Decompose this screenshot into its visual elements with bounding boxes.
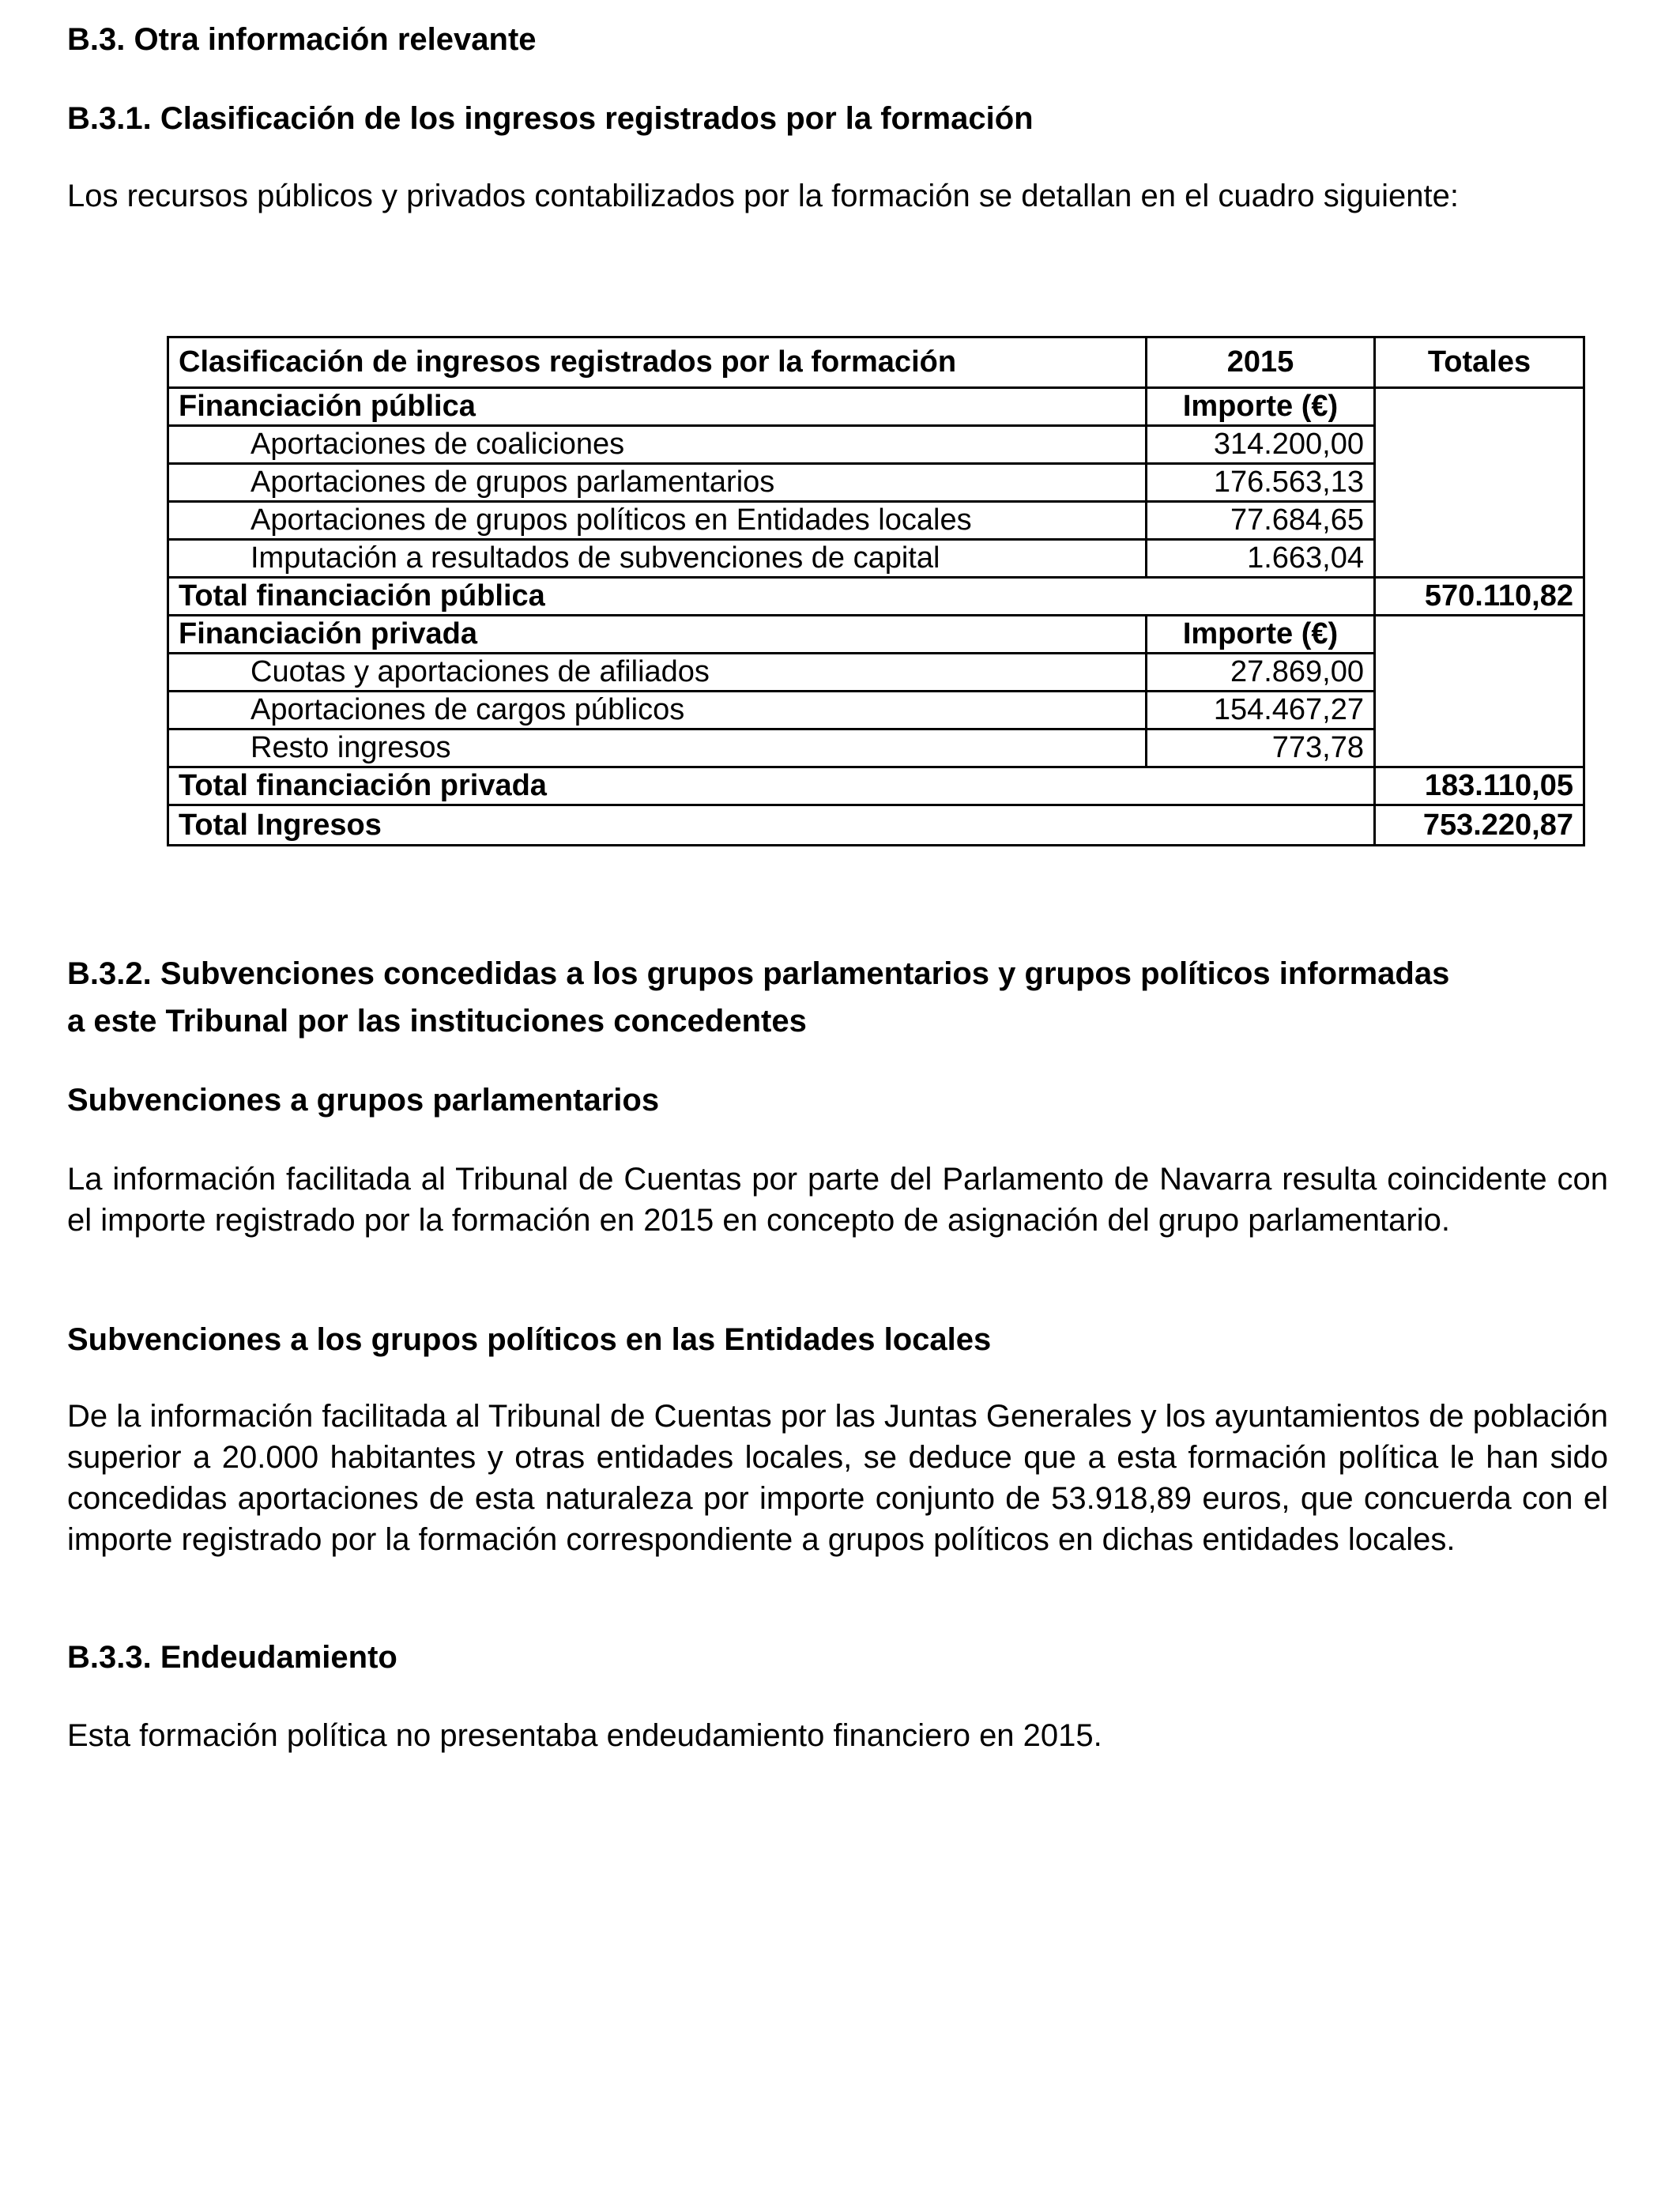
private-funding-label: Financiación privada <box>168 616 1147 654</box>
table-row <box>168 540 1584 578</box>
table-row <box>168 502 1584 540</box>
debt-paragraph: Esta formación política no presentaba endeudamiento financiero en 2015. <box>67 1718 1102 1753</box>
section-heading-b33: B.3.3. Endeudamiento <box>67 1640 397 1675</box>
row-amount: 1.663,04 <box>1147 540 1375 578</box>
local-entities-paragraph: De la información facilitada al Tribunal de Cuentas por las Juntas Generales y los ayuntamientos de población superior a 20.000 habitantes y otras entidades locales, se deduce que a esta formación política le han sido concedidas aportaciones de esta naturaleza por importe conjunto de 53.918,89 euros, que concuerda con el importe registrado por la formación correspondiente a grupos políticos en dichas entidades locales. <box>67 1399 1608 1557</box>
table-row <box>168 464 1584 502</box>
public-funding-header-row <box>168 388 1584 426</box>
header-totals: Totales <box>1375 337 1584 388</box>
row-concept: Aportaciones de cargos públicos <box>168 692 1147 729</box>
grand-total-value: 753.220,87 <box>1375 805 1584 846</box>
header-classification: Clasificación de ingresos registrados por la formación <box>168 337 1147 388</box>
section-heading-b32-line2: a este Tribunal por las instituciones concedentes <box>67 1004 807 1039</box>
section-heading-b31: B.3.1. Clasificación de los ingresos registrados por la formación <box>67 101 1034 136</box>
intro-paragraph: Los recursos públicos y privados contabilizados por la formación se detallan en el cuadro siguiente: <box>67 179 1459 213</box>
table-row <box>168 692 1584 729</box>
row-concept: Aportaciones de grupos políticos en Entidades locales <box>168 502 1147 540</box>
public-total-row <box>168 578 1584 616</box>
table-row <box>168 729 1584 767</box>
row-amount: 176.563,13 <box>1147 464 1375 502</box>
public-amount-label: Importe (€) <box>1147 388 1375 426</box>
table-row <box>168 654 1584 692</box>
public-total-value: 570.110,82 <box>1375 578 1584 616</box>
private-amount-label: Importe (€) <box>1147 616 1375 654</box>
grand-total-row <box>168 805 1584 846</box>
private-totals-blank <box>1375 616 1584 767</box>
private-total-row <box>168 767 1584 805</box>
row-concept: Aportaciones de coaliciones <box>168 426 1147 464</box>
table-header-row <box>168 337 1584 388</box>
public-totals-blank <box>1375 388 1584 578</box>
row-amount: 27.869,00 <box>1147 654 1375 692</box>
grand-total-label: Total Ingresos <box>168 805 1375 846</box>
private-funding-header-row <box>168 616 1584 654</box>
section-heading-b3: B.3. Otra información relevante <box>67 22 537 57</box>
table-row <box>168 426 1584 464</box>
row-amount: 314.200,00 <box>1147 426 1375 464</box>
row-amount: 773,78 <box>1147 729 1375 767</box>
public-total-label: Total financiación pública <box>168 578 1375 616</box>
row-amount: 77.684,65 <box>1147 502 1375 540</box>
subheading-local-entities: Subvenciones a los grupos políticos en las Entidades locales <box>67 1322 992 1357</box>
row-amount: 154.467,27 <box>1147 692 1375 729</box>
row-concept: Imputación a resultados de subvenciones de capital <box>168 540 1147 578</box>
section-heading-b32-line1: B.3.2. Subvenciones concedidas a los grupos parlamentarios y grupos políticos informadas <box>67 956 1450 991</box>
subheading-parliamentary-groups: Subvenciones a grupos parlamentarios <box>67 1083 660 1118</box>
private-total-value: 183.110,05 <box>1375 767 1584 805</box>
header-year: 2015 <box>1147 337 1375 388</box>
row-concept: Cuotas y aportaciones de afiliados <box>168 654 1147 692</box>
row-concept: Aportaciones de grupos parlamentarios <box>168 464 1147 502</box>
income-classification-table <box>167 336 1585 846</box>
parliamentary-paragraph: La información facilitada al Tribunal de Cuentas por parte del Parlamento de Navarra resulta coincidente con el importe registrado por la formación en 2015 en concepto de asignación del grupo parlamentario. <box>67 1162 1608 1238</box>
private-total-label: Total financiación privada <box>168 767 1375 805</box>
public-funding-label: Financiación pública <box>168 388 1147 426</box>
row-concept: Resto ingresos <box>168 729 1147 767</box>
